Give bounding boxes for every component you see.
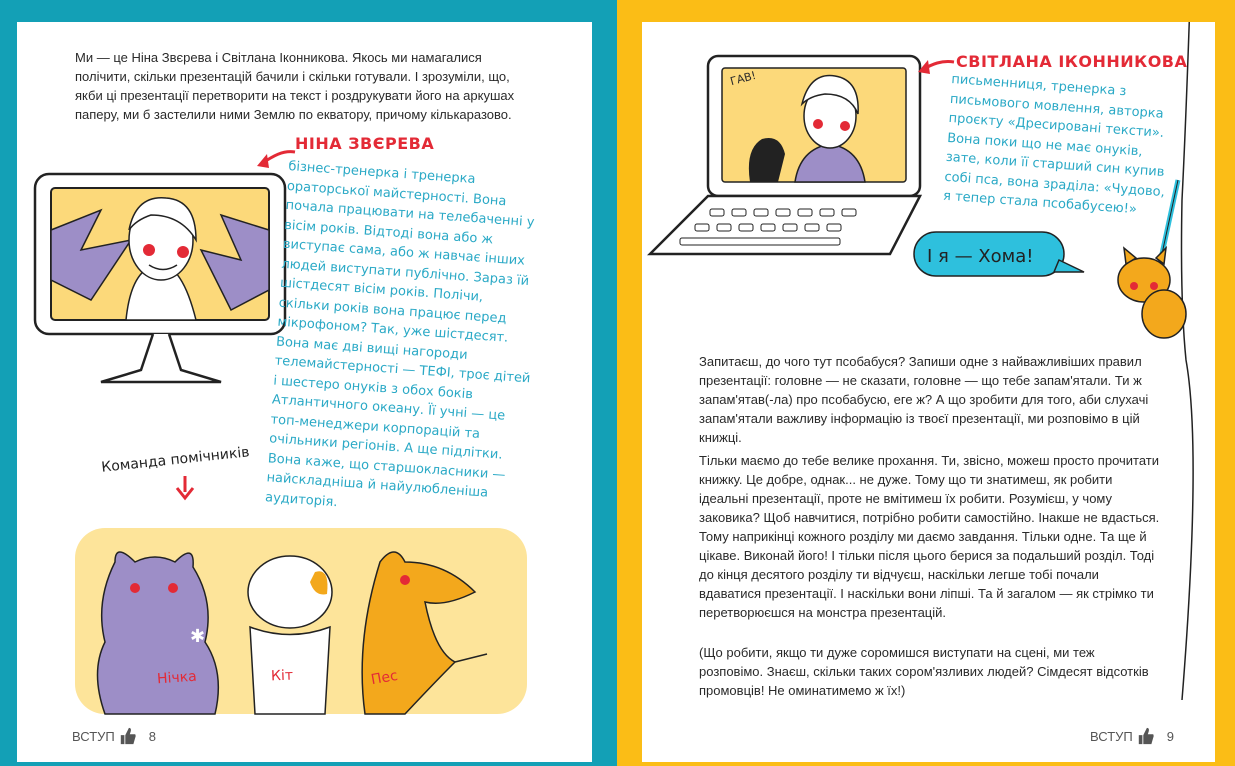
helper-name-pes: Пес [369,667,400,689]
paragraph-1: Запитаєш, до чого тут псобабуся? Запиши одне з найважливіших правил презентації: головне — не сказати, головне — що тебе запам'ятали. Ти ж запам'ятав(-ла) про псобабусю, еге ж? А що зробити для того, аби слухачі запам'ятали важливу інформацію із твоєї презентації, ми розповімо в цій книжці. [699,354,1149,445]
speech-bubble-text: І я — Хома! [927,246,1034,267]
monitor-illustration [31,170,291,400]
left-page [17,22,592,762]
paragraph-3: (Що робити, якщо ти дуже соромишся виступати на сцені, ми теж розповімо. Знаєш, скільки таких сором'язливих людей? Сімдесят відсотків промовців! Не оминатимемо ж їх!) [699,645,1149,698]
author-name-nina: НІНА ЗВЄРЕВА [295,134,435,153]
page-footer-left [72,727,156,745]
page-footer-right [1090,727,1174,745]
paragraph-2: Тільки маємо до тебе велике прохання. Ти, звісно, можеш просто прочитати книжку. Це добре, однак... не дуже. Тому що ти знатимеш, як робити ідеальні презентації, проте не вмітимеш їх робити. Розумієш, у чому заковика? Щоб навчитися, потрібно робити самостійно. Інакше не вдасться. Тому наприкінці кожного розділу ми даємо завдання. Тільки одне. Та ще й цікаве. Виконай його! І тільки після цього берися за подальший розділ. Тоді до кінця десятого розділу ти відчуєш, наскільки легше тобі почали вдаватися презентації. І наскільки вони ліпші. Та й загалом — як стрімко ти перетворюєшся на монстра презентацій. [699,453,1160,620]
helper-name-kit: Кіт [270,667,294,685]
page-number: 9 [1166,728,1174,744]
right-page [642,22,1215,762]
helper-name-nichka: Нічка [156,668,198,688]
dog-bark-text: ГАВ! [728,68,758,89]
intro-paragraph: Ми — це Ніна Звєрева і Світлана Іконникова. Якось ми намагалися полічити, скільки презентацій бачили і скільки готували. І зрозуміли, що, якби ці презентації перетворити на текст і роздрукувати його на аркушах паперу, ми б застелили ними Землю по екватору, причому кількаразово. [75,50,515,122]
author-bio-svitlana: письменниця, тренерка з письмового мовлення, авторка проєкту «Дресировані тексти». Вона поки що не має онуків, зате, коли її старший син купив собі пса, вона зраділа: «Чудово, я тепер стала псобабусею!» [942,71,1166,218]
thumbs-up-icon [119,727,137,745]
team-label: Команда помічників [100,444,251,476]
footer-label: ВСТУП [1090,728,1133,744]
page-number: 8 [148,728,156,744]
laptop-illustration [650,54,920,264]
footer-label: ВСТУП [72,728,115,744]
team-illustration [75,522,527,717]
down-arrow-icon [175,474,195,500]
author-name-svitlana: СВІТЛАНА ІКОННИКОВА [956,52,1188,71]
author-bio-nina: бізнес-тренерка і тренерка ораторської майстерності. Вона почала працювати на телебаченні у вісім років. Відтоді вона або ж виступає сама, або ж навчає інших людей виступати публічно. Зараз їй шістдесят вісім років. Полічи, скільки років вона працює перед мікрофоном? Так, уже шістдесят. Вона має дві вищі нагороди телемайстерності — ТЕФІ, троє дітей і шестеро онуків з обох боків Атлантичного океану. Її учні — це топ-менеджери корпорацій та очільники регіонів. А ще підлітки. Вона каже, що старшокласники — найскладніша й найулюбленіша аудиторія. [264,158,535,510]
svg-text:✱: ✱ [190,626,206,646]
thumbs-up-icon [1137,727,1155,745]
